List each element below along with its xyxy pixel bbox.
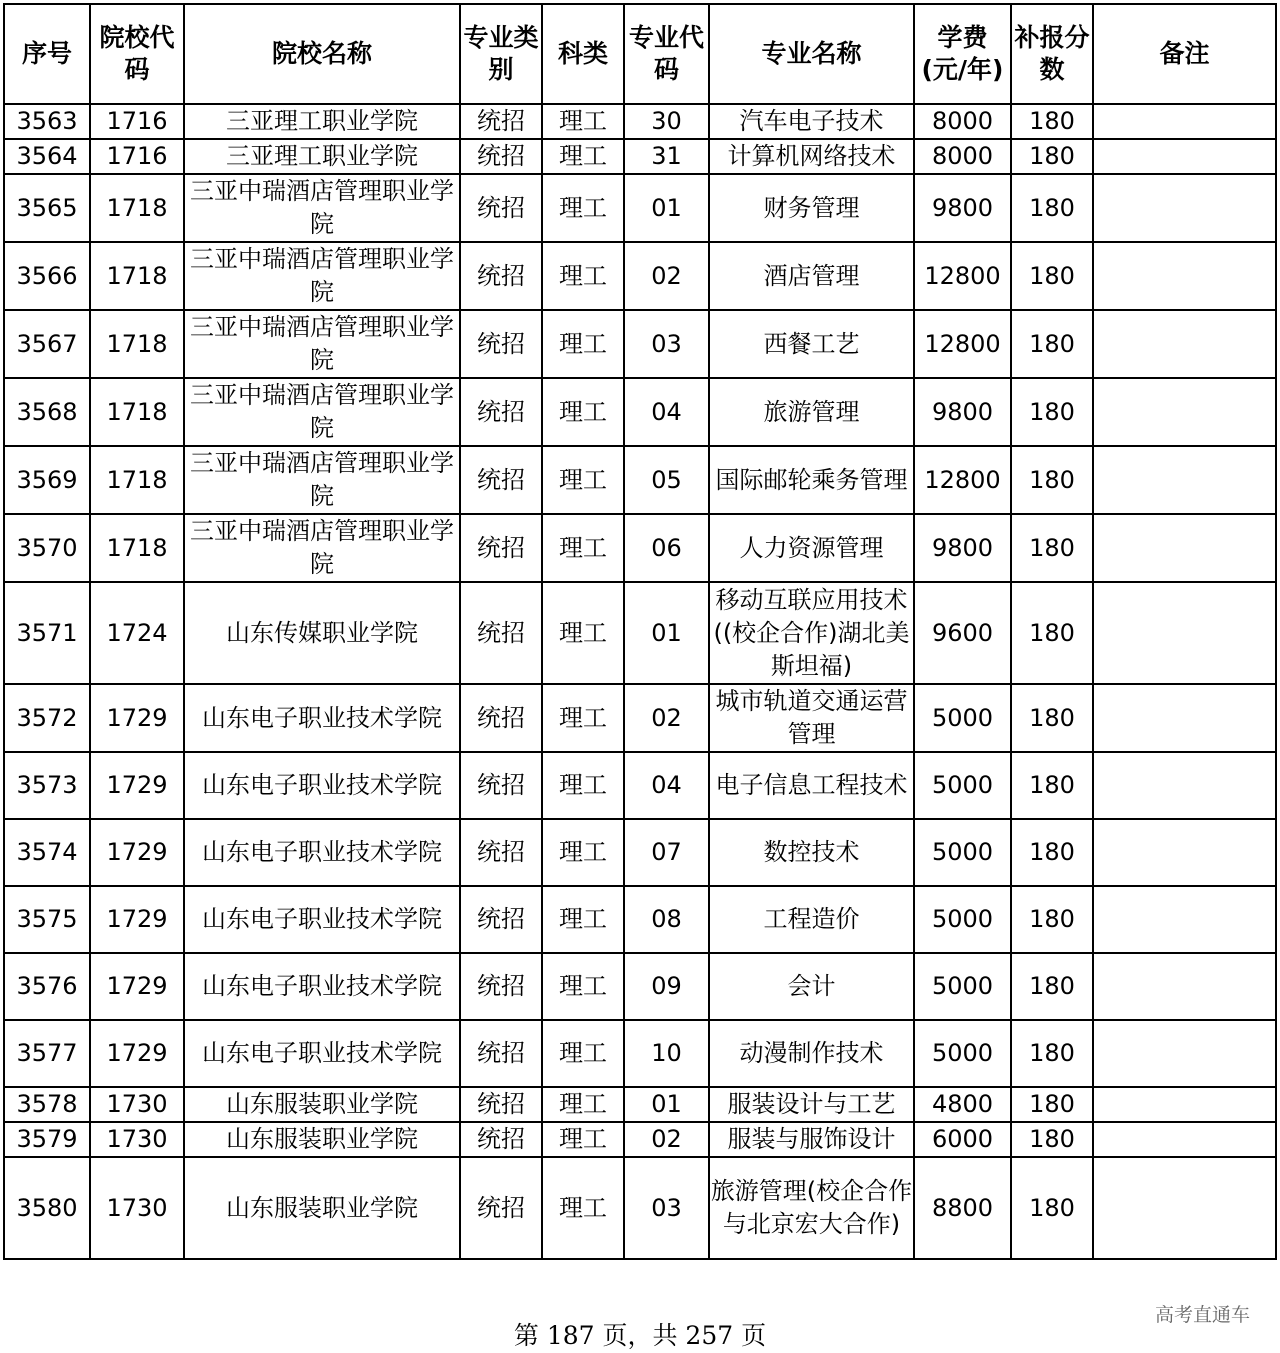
table-row — [4, 684, 1276, 752]
supplement-score-cell: 180 — [1011, 378, 1093, 446]
table-row — [4, 752, 1276, 819]
supplement-score-cell: 180 — [1011, 1087, 1093, 1122]
program-category-cell: 统招 — [460, 1020, 542, 1087]
school-name-cell: 山东电子职业技术学院 — [184, 752, 460, 819]
major-name-cell: 移动互联应用技术((校企合作)湖北美斯坦福) — [709, 582, 914, 684]
row-number-cell: 3576 — [4, 953, 90, 1020]
school-code-cell: 1729 — [90, 752, 184, 819]
table-row — [4, 514, 1276, 582]
header-cell: 学费(元/年) — [914, 4, 1011, 104]
major-code-cell: 03 — [624, 1157, 709, 1259]
row-number-cell: 3571 — [4, 582, 90, 684]
remarks-cell — [1093, 684, 1276, 752]
program-category-cell: 统招 — [460, 139, 542, 174]
table-row — [4, 582, 1276, 684]
table-row — [4, 139, 1276, 174]
major-code-cell: 31 — [624, 139, 709, 174]
row-number-cell: 3569 — [4, 446, 90, 514]
table-row — [4, 1087, 1276, 1122]
major-code-cell: 02 — [624, 684, 709, 752]
school-name-cell: 山东服装职业学院 — [184, 1157, 460, 1259]
major-code-cell: 06 — [624, 514, 709, 582]
program-category-cell: 统招 — [460, 752, 542, 819]
program-category-cell: 统招 — [460, 886, 542, 953]
supplement-score-cell: 180 — [1011, 953, 1093, 1020]
remarks-cell — [1093, 310, 1276, 378]
school-code-cell: 1729 — [90, 886, 184, 953]
table-row — [4, 242, 1276, 310]
school-name-cell: 山东电子职业技术学院 — [184, 819, 460, 886]
supplement-score-cell: 180 — [1011, 582, 1093, 684]
subject-type-cell: 理工 — [542, 953, 624, 1020]
school-code-cell: 1729 — [90, 1020, 184, 1087]
major-code-cell: 07 — [624, 819, 709, 886]
table-row — [4, 953, 1276, 1020]
supplement-score-cell: 180 — [1011, 819, 1093, 886]
subject-type-cell: 理工 — [542, 174, 624, 242]
tuition-cell: 9800 — [914, 514, 1011, 582]
tuition-cell: 9800 — [914, 378, 1011, 446]
supplement-score-cell: 180 — [1011, 514, 1093, 582]
tuition-cell: 12800 — [914, 310, 1011, 378]
program-category-cell: 统招 — [460, 514, 542, 582]
major-name-cell: 动漫制作技术 — [709, 1020, 914, 1087]
major-code-cell: 04 — [624, 378, 709, 446]
table-row — [4, 378, 1276, 446]
program-category-cell: 统招 — [460, 819, 542, 886]
table-row — [4, 310, 1276, 378]
row-number-cell: 3573 — [4, 752, 90, 819]
program-category-cell: 统招 — [460, 582, 542, 684]
major-name-cell: 工程造价 — [709, 886, 914, 953]
remarks-cell — [1093, 242, 1276, 310]
row-number-cell: 3574 — [4, 819, 90, 886]
subject-type-cell: 理工 — [542, 310, 624, 378]
tuition-cell: 8000 — [914, 104, 1011, 139]
tuition-cell: 6000 — [914, 1122, 1011, 1157]
tuition-cell: 8000 — [914, 139, 1011, 174]
school-code-cell: 1729 — [90, 953, 184, 1020]
row-number-cell: 3566 — [4, 242, 90, 310]
subject-type-cell: 理工 — [542, 1157, 624, 1259]
supplement-score-cell: 180 — [1011, 139, 1093, 174]
header-cell: 备注 — [1093, 4, 1276, 104]
major-code-cell: 01 — [624, 1087, 709, 1122]
supplement-score-cell: 180 — [1011, 310, 1093, 378]
major-code-cell: 10 — [624, 1020, 709, 1087]
supplement-score-cell: 180 — [1011, 242, 1093, 310]
supplement-score-cell: 180 — [1011, 446, 1093, 514]
remarks-cell — [1093, 139, 1276, 174]
supplement-score-cell: 180 — [1011, 684, 1093, 752]
subject-type-cell: 理工 — [542, 886, 624, 953]
table-row — [4, 174, 1276, 242]
school-code-cell: 1730 — [90, 1157, 184, 1259]
major-code-cell: 08 — [624, 886, 709, 953]
school-name-cell: 三亚中瑞酒店管理职业学院 — [184, 514, 460, 582]
row-number-cell: 3577 — [4, 1020, 90, 1087]
subject-type-cell: 理工 — [542, 378, 624, 446]
row-number-cell: 3575 — [4, 886, 90, 953]
school-code-cell: 1730 — [90, 1122, 184, 1157]
header-cell: 院校代码 — [90, 4, 184, 104]
header-row — [4, 4, 1276, 104]
row-number-cell: 3580 — [4, 1157, 90, 1259]
school-name-cell: 三亚中瑞酒店管理职业学院 — [184, 242, 460, 310]
header-cell: 补报分数 — [1011, 4, 1093, 104]
major-name-cell: 服装设计与工艺 — [709, 1087, 914, 1122]
program-category-cell: 统招 — [460, 310, 542, 378]
tuition-cell: 9600 — [914, 582, 1011, 684]
supplement-score-cell: 180 — [1011, 104, 1093, 139]
school-code-cell: 1718 — [90, 514, 184, 582]
supplement-score-cell: 180 — [1011, 1122, 1093, 1157]
remarks-cell — [1093, 819, 1276, 886]
subject-type-cell: 理工 — [542, 104, 624, 139]
program-category-cell: 统招 — [460, 242, 542, 310]
school-name-cell: 山东电子职业技术学院 — [184, 953, 460, 1020]
school-name-cell: 山东传媒职业学院 — [184, 582, 460, 684]
subject-type-cell: 理工 — [542, 684, 624, 752]
tuition-cell: 5000 — [914, 752, 1011, 819]
row-number-cell: 3564 — [4, 139, 90, 174]
school-name-cell: 山东服装职业学院 — [184, 1122, 460, 1157]
major-name-cell: 旅游管理(校企合作与北京宏大合作) — [709, 1157, 914, 1259]
school-name-cell: 山东电子职业技术学院 — [184, 684, 460, 752]
subject-type-cell: 理工 — [542, 514, 624, 582]
row-number-cell: 3579 — [4, 1122, 90, 1157]
school-name-cell: 山东电子职业技术学院 — [184, 886, 460, 953]
program-category-cell: 统招 — [460, 104, 542, 139]
major-name-cell: 人力资源管理 — [709, 514, 914, 582]
major-code-cell: 02 — [624, 1122, 709, 1157]
major-code-cell: 05 — [624, 446, 709, 514]
supplement-score-cell: 180 — [1011, 886, 1093, 953]
supplement-score-cell: 180 — [1011, 1157, 1093, 1259]
remarks-cell — [1093, 514, 1276, 582]
major-code-cell: 01 — [624, 174, 709, 242]
major-name-cell: 酒店管理 — [709, 242, 914, 310]
program-category-cell: 统招 — [460, 1122, 542, 1157]
supplement-score-cell: 180 — [1011, 174, 1093, 242]
tuition-cell: 12800 — [914, 242, 1011, 310]
program-category-cell: 统招 — [460, 1087, 542, 1122]
subject-type-cell: 理工 — [542, 582, 624, 684]
program-category-cell: 统招 — [460, 446, 542, 514]
subject-type-cell: 理工 — [542, 1087, 624, 1122]
major-name-cell: 服装与服饰设计 — [709, 1122, 914, 1157]
subject-type-cell: 理工 — [542, 1122, 624, 1157]
school-name-cell: 三亚理工职业学院 — [184, 139, 460, 174]
major-name-cell: 电子信息工程技术 — [709, 752, 914, 819]
major-name-cell: 国际邮轮乘务管理 — [709, 446, 914, 514]
tuition-cell: 5000 — [914, 819, 1011, 886]
subject-type-cell: 理工 — [542, 1020, 624, 1087]
table-row — [4, 1157, 1276, 1259]
remarks-cell — [1093, 752, 1276, 819]
program-category-cell: 统招 — [460, 953, 542, 1020]
remarks-cell — [1093, 104, 1276, 139]
school-name-cell: 三亚中瑞酒店管理职业学院 — [184, 378, 460, 446]
school-code-cell: 1729 — [90, 684, 184, 752]
school-name-cell: 三亚中瑞酒店管理职业学院 — [184, 446, 460, 514]
school-code-cell: 1718 — [90, 242, 184, 310]
remarks-cell — [1093, 174, 1276, 242]
major-name-cell: 西餐工艺 — [709, 310, 914, 378]
admissions-table — [3, 3, 1277, 1260]
subject-type-cell: 理工 — [542, 446, 624, 514]
supplement-score-cell: 180 — [1011, 752, 1093, 819]
remarks-cell — [1093, 1020, 1276, 1087]
table-row — [4, 819, 1276, 886]
program-category-cell: 统招 — [460, 378, 542, 446]
school-name-cell: 三亚理工职业学院 — [184, 104, 460, 139]
school-name-cell: 三亚中瑞酒店管理职业学院 — [184, 174, 460, 242]
remarks-cell — [1093, 1157, 1276, 1259]
row-number-cell: 3565 — [4, 174, 90, 242]
major-code-cell: 02 — [624, 242, 709, 310]
program-category-cell: 统招 — [460, 1157, 542, 1259]
row-number-cell: 3578 — [4, 1087, 90, 1122]
major-code-cell: 03 — [624, 310, 709, 378]
table-row — [4, 1020, 1276, 1087]
school-code-cell: 1729 — [90, 819, 184, 886]
table-row — [4, 886, 1276, 953]
header-cell: 科类 — [542, 4, 624, 104]
row-number-cell: 3568 — [4, 378, 90, 446]
header-cell: 专业代码 — [624, 4, 709, 104]
major-code-cell: 01 — [624, 582, 709, 684]
major-code-cell: 04 — [624, 752, 709, 819]
subject-type-cell: 理工 — [542, 242, 624, 310]
tuition-cell: 5000 — [914, 953, 1011, 1020]
program-category-cell: 统招 — [460, 174, 542, 242]
school-code-cell: 1718 — [90, 378, 184, 446]
subject-type-cell: 理工 — [542, 139, 624, 174]
school-code-cell: 1730 — [90, 1087, 184, 1122]
table-row — [4, 446, 1276, 514]
tuition-cell: 9800 — [914, 174, 1011, 242]
school-code-cell: 1716 — [90, 104, 184, 139]
subject-type-cell: 理工 — [542, 819, 624, 886]
major-name-cell: 旅游管理 — [709, 378, 914, 446]
school-code-cell: 1718 — [90, 174, 184, 242]
school-name-cell: 山东服装职业学院 — [184, 1087, 460, 1122]
school-code-cell: 1716 — [90, 139, 184, 174]
header-cell: 序号 — [4, 4, 90, 104]
major-code-cell: 09 — [624, 953, 709, 1020]
tuition-cell: 8800 — [914, 1157, 1011, 1259]
header-cell: 专业类别 — [460, 4, 542, 104]
remarks-cell — [1093, 446, 1276, 514]
row-number-cell: 3572 — [4, 684, 90, 752]
row-number-cell: 3567 — [4, 310, 90, 378]
row-number-cell: 3570 — [4, 514, 90, 582]
tuition-cell: 12800 — [914, 446, 1011, 514]
program-category-cell: 统招 — [460, 684, 542, 752]
school-name-cell: 三亚中瑞酒店管理职业学院 — [184, 310, 460, 378]
subject-type-cell: 理工 — [542, 752, 624, 819]
supplement-score-cell: 180 — [1011, 1020, 1093, 1087]
remarks-cell — [1093, 1122, 1276, 1157]
major-name-cell: 计算机网络技术 — [709, 139, 914, 174]
tuition-cell: 5000 — [914, 1020, 1011, 1087]
remarks-cell — [1093, 378, 1276, 446]
remarks-cell — [1093, 886, 1276, 953]
school-name-cell: 山东电子职业技术学院 — [184, 1020, 460, 1087]
header-cell: 院校名称 — [184, 4, 460, 104]
major-name-cell: 数控技术 — [709, 819, 914, 886]
remarks-cell — [1093, 582, 1276, 684]
header-cell: 专业名称 — [709, 4, 914, 104]
tuition-cell: 4800 — [914, 1087, 1011, 1122]
remarks-cell — [1093, 1087, 1276, 1122]
major-name-cell: 财务管理 — [709, 174, 914, 242]
row-number-cell: 3563 — [4, 104, 90, 139]
watermark: 高考直通车 — [1154, 1304, 1250, 1326]
page-footer: 第 187 页，共 257 页 — [513, 1321, 767, 1350]
major-name-cell: 会计 — [709, 953, 914, 1020]
table-row — [4, 104, 1276, 139]
tuition-cell: 5000 — [914, 886, 1011, 953]
school-code-cell: 1718 — [90, 310, 184, 378]
major-name-cell: 汽车电子技术 — [709, 104, 914, 139]
major-code-cell: 30 — [624, 104, 709, 139]
tuition-cell: 5000 — [914, 684, 1011, 752]
school-code-cell: 1724 — [90, 582, 184, 684]
table-row — [4, 1122, 1276, 1157]
remarks-cell — [1093, 953, 1276, 1020]
school-code-cell: 1718 — [90, 446, 184, 514]
major-name-cell: 城市轨道交通运营管理 — [709, 684, 914, 752]
